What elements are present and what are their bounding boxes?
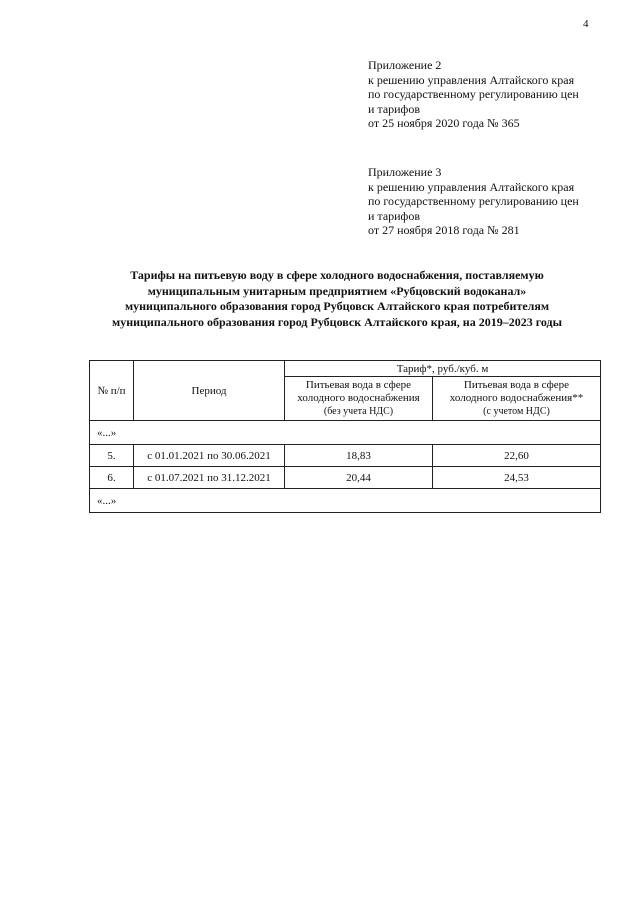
header-without-vat-note: (без учета НДС) xyxy=(323,406,394,417)
appendix-3-line: Приложение 3 xyxy=(368,165,442,179)
appendix-2-block xyxy=(368,58,618,131)
appendix-2-line: и тарифов xyxy=(368,101,421,116)
header-with-vat xyxy=(433,377,601,421)
page-number: 4 xyxy=(583,18,589,30)
row-tariff-without-vat: 18,83 xyxy=(285,445,433,467)
table-row-ellipsis-top xyxy=(90,421,601,445)
document-title xyxy=(60,268,614,330)
appendix-2-line: к решению управления Алтайского края xyxy=(368,72,575,87)
ellipsis-top: «...» xyxy=(90,421,601,445)
header-without-vat xyxy=(285,377,433,421)
table-row xyxy=(90,445,601,467)
header-tariff: Тариф*, руб./куб. м xyxy=(285,361,601,377)
title-line: муниципального образования город Рубцовск Алтайского края, на 2019–2023 годы xyxy=(112,314,562,329)
header-with-vat-line: Питьевая вода в сфере xyxy=(463,379,570,391)
ellipsis-bottom: «...» xyxy=(90,489,601,513)
appendix-3-line: к решению управления Алтайского края xyxy=(368,179,575,194)
row-period: с 01.07.2021 по 31.12.2021 xyxy=(134,467,285,489)
header-period: Период xyxy=(134,361,285,421)
tariff-table xyxy=(89,360,601,513)
title-line: Тарифы на питьевую воду в сфере холодного водоснабжения, поставляемую xyxy=(130,268,544,282)
row-tariff-with-vat: 22,60 xyxy=(433,445,601,467)
row-number: 5. xyxy=(90,445,134,467)
appendix-2-line: Приложение 2 xyxy=(368,58,442,72)
row-period: с 01.01.2021 по 30.06.2021 xyxy=(134,445,285,467)
header-without-vat-line: Питьевая вода в сфере xyxy=(305,379,412,391)
title-line: муниципального образования город Рубцовск Алтайского края потребителям xyxy=(124,299,550,313)
row-tariff-without-vat: 20,44 xyxy=(285,467,433,489)
header-with-vat-line: холодного водоснабжения** xyxy=(449,392,584,404)
appendix-2-line: по государственному регулированию цен xyxy=(368,87,579,102)
appendix-3-line: и тарифов xyxy=(368,208,421,223)
row-number: 6. xyxy=(90,467,134,489)
header-with-vat-note: (с учетом НДС) xyxy=(483,406,550,417)
header-without-vat-line: холодного водоснабжения xyxy=(297,392,420,404)
appendix-2-line: от 25 ноября 2020 года № 365 xyxy=(368,116,520,131)
appendix-3-line: от 27 ноября 2018 года № 281 xyxy=(368,223,520,238)
appendix-3-line: по государственному регулированию цен xyxy=(368,194,579,209)
title-line: муниципальным унитарным предприятием «Рубцовский водоканал» xyxy=(147,283,527,298)
row-tariff-with-vat: 24,53 xyxy=(433,467,601,489)
appendix-3-block xyxy=(368,165,618,238)
table-row xyxy=(90,467,601,489)
table-header-row xyxy=(90,361,601,377)
header-number: № п/п xyxy=(90,361,134,421)
table-row-ellipsis-bottom xyxy=(90,489,601,513)
